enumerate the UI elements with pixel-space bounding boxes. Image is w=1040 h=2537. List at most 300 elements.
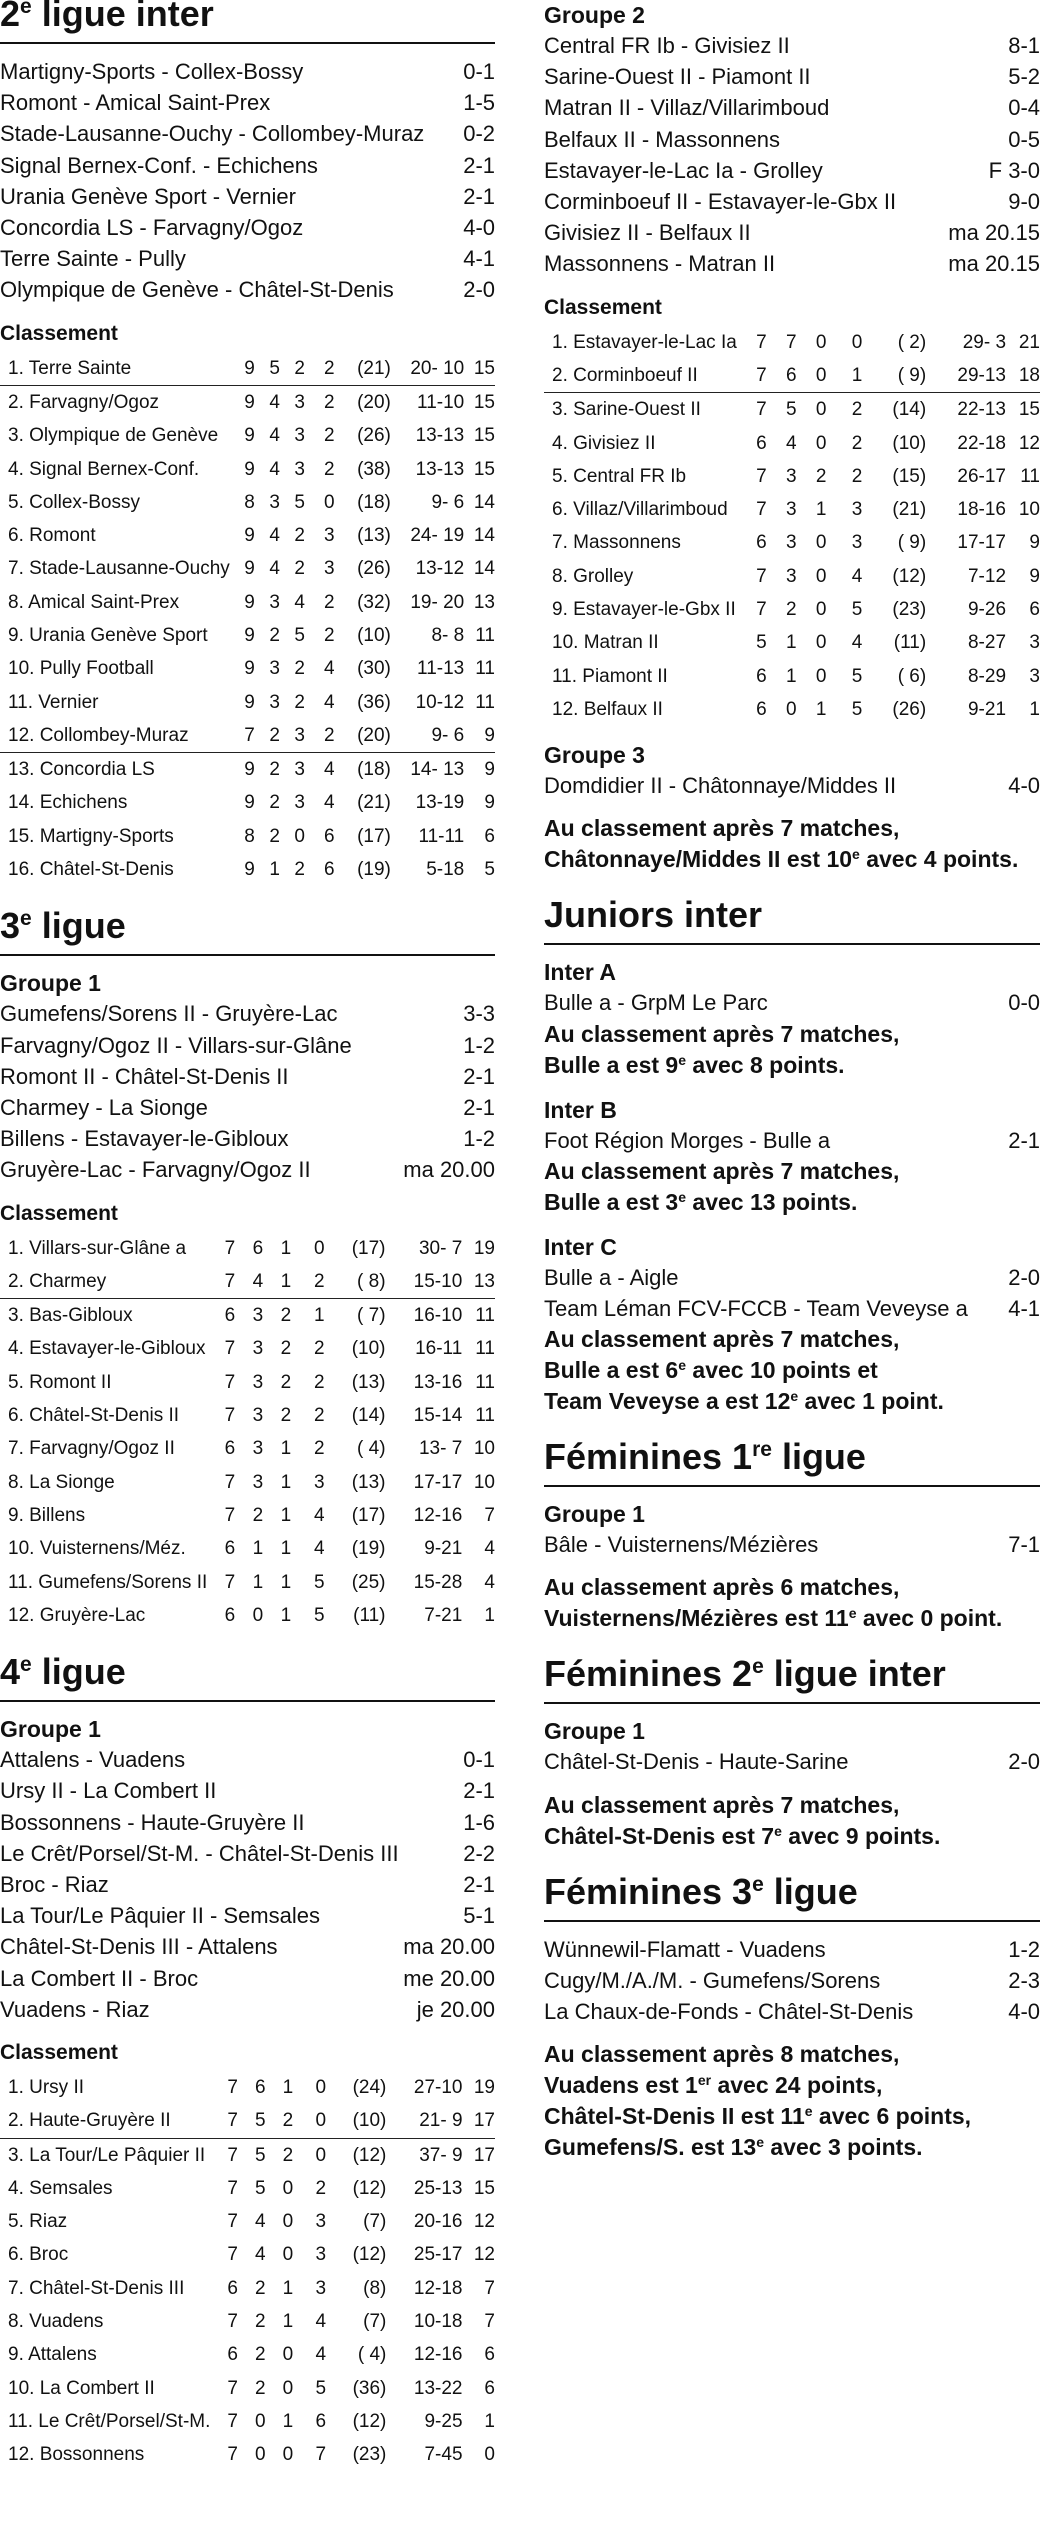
stat-cell: 2	[269, 825, 280, 847]
group-title: Inter A	[544, 959, 616, 986]
standings-row	[0, 719, 495, 753]
stat-cell: 0	[315, 2076, 327, 2098]
stat-cell: 6	[315, 2410, 327, 2432]
stat-cell: 7	[227, 2377, 238, 2399]
stat-cell: 4	[484, 1571, 495, 1593]
team-name: 5. Riaz	[8, 2211, 68, 2233]
match-line	[544, 1996, 1040, 2027]
team-name: 10. Pully Football	[8, 658, 154, 680]
stat-cell: (13)	[351, 1471, 386, 1493]
stat-cell: 5	[786, 399, 797, 421]
stat-cell: 1	[815, 698, 827, 720]
stat-cell: 9	[244, 558, 255, 580]
group-title: Groupe 1	[0, 1716, 101, 1743]
stat-cell: 4	[255, 2244, 266, 2266]
standing-note	[544, 1019, 1040, 1081]
match-teams: Domdidier II - Châtonnaye/Middes II	[544, 773, 897, 799]
section-title: 4e ligue	[0, 1650, 495, 1702]
stat-cell: ( 9)	[862, 359, 926, 393]
stat-cell: 5	[756, 632, 767, 654]
stat-cell: 6	[224, 1538, 236, 1560]
stat-cell: 9-25	[424, 2410, 463, 2432]
stat-cell: 6	[224, 1305, 236, 1327]
stat-cell: 12	[473, 2244, 495, 2266]
stat-cell: 2	[280, 352, 305, 386]
match-score: 4-0	[1008, 773, 1040, 799]
stat-cell: 8-27	[967, 632, 1007, 654]
match-score: 0-4	[1008, 95, 1040, 121]
stat-cell: 6	[227, 2277, 238, 2299]
ordinal-suffix: e	[678, 1188, 687, 1205]
stat-cell: (10)	[892, 432, 927, 454]
stat-cell: 19- 20	[410, 591, 465, 613]
stat-cell: 18-16	[957, 499, 1007, 521]
stat-cell: 9-21	[424, 1538, 463, 1560]
stat-cell: 5	[851, 599, 863, 620]
match-score: ma 20.15	[948, 220, 1040, 246]
match-line	[0, 1931, 495, 1962]
stat-cell: 2	[252, 1504, 264, 1526]
stat-cell: 11	[475, 1338, 495, 1360]
stat-cell: 7	[756, 599, 767, 620]
match-line	[0, 150, 495, 181]
team-name: 12. Gruyère-Lac	[8, 1604, 146, 1626]
stat-cell: 15-14	[413, 1405, 463, 1427]
team-name: 5. Central FR Ib	[552, 465, 687, 487]
classement-label: Classement	[544, 295, 662, 319]
standing-note	[544, 2039, 1040, 2163]
stat-cell: (23)	[892, 599, 927, 620]
match-score: 1-5	[463, 90, 495, 116]
stat-cell: 14	[473, 558, 495, 580]
match-teams: Gumefens/Sorens II - Gruyère-Lac	[0, 1001, 338, 1027]
ordinal-suffix: e	[848, 1605, 857, 1622]
stat-cell: 3	[294, 425, 305, 447]
match-teams: Foot Région Morges - Bulle a	[544, 1127, 831, 1153]
match-teams: Martigny-Sports - Collex-Bossy	[0, 59, 304, 84]
stat-cell: (17)	[357, 825, 391, 847]
match-line	[544, 1125, 1040, 1156]
stat-cell: 5	[314, 1604, 325, 1626]
standings-row	[544, 359, 1040, 393]
stat-cell: 3	[315, 2244, 327, 2266]
stat-cell: 11	[1020, 465, 1040, 487]
match-teams: Vuadens - Riaz	[0, 1996, 150, 2022]
stat-cell: 6	[767, 359, 797, 393]
standings-row	[0, 2172, 495, 2205]
stat-cell: 9-21	[967, 698, 1007, 720]
match-line	[0, 1061, 495, 1092]
stat-cell: 3	[252, 1338, 264, 1360]
match-teams: Châtel-St-Denis III - Attalens	[0, 1934, 278, 1960]
standings-row	[0, 552, 495, 585]
stat-cell: 11-13	[417, 658, 465, 680]
stat-cell: 0	[815, 665, 827, 687]
standings-table	[0, 2071, 495, 2472]
stat-cell: 5	[294, 491, 305, 513]
stat-cell: 17	[463, 2104, 495, 2138]
stat-cell: 0	[323, 491, 335, 513]
stat-cell: 13-16	[413, 1371, 463, 1393]
standings-row	[0, 2205, 495, 2238]
stat-cell: 1	[826, 359, 862, 393]
team-name: 9. Attalens	[8, 2344, 97, 2366]
match-score: je 20.00	[416, 1996, 495, 2022]
standings-table	[0, 352, 495, 887]
stat-cell: 10	[1018, 499, 1040, 521]
stat-cell: 4	[314, 1504, 325, 1526]
standings-row	[0, 586, 495, 619]
stat-cell: 3	[294, 391, 305, 413]
match-line	[0, 1994, 495, 2025]
match-score: 2-2	[463, 1840, 495, 1866]
stat-cell: 2	[294, 558, 305, 580]
match-teams: Bulle a - Aigle	[544, 1264, 679, 1290]
standings-row	[0, 820, 495, 853]
match-score: 8-1	[1008, 33, 1040, 58]
match-score: 2-1	[463, 1063, 495, 1089]
match-teams: Cugy/M./A./M. - Gumefens/Sorens	[544, 1967, 881, 1993]
stat-cell: (18)	[357, 491, 391, 513]
stat-cell: 3	[786, 499, 797, 521]
section-title: Féminines 2e ligue inter	[544, 1652, 1040, 1704]
standings-row	[0, 1566, 495, 1599]
stat-cell: 5	[255, 2177, 266, 2199]
match-teams: La Combert II - Broc	[0, 1965, 199, 1991]
stat-cell: (19)	[357, 859, 391, 881]
standings-table	[544, 326, 1040, 727]
title-superscript: e	[752, 1872, 764, 1896]
stat-cell: 9	[484, 792, 495, 814]
team-name: 13. Concordia LS	[8, 759, 155, 781]
stat-cell: 0	[815, 632, 827, 654]
standings-row	[0, 686, 495, 719]
stat-cell: 27-10	[413, 2076, 463, 2098]
standings-row	[0, 1466, 495, 1499]
group-title: Inter C	[544, 1233, 617, 1260]
stat-cell: 7	[756, 331, 767, 353]
stat-cell: 1	[280, 1471, 292, 1493]
stat-cell: 29- 3	[962, 331, 1007, 353]
stat-cell: 7	[227, 2244, 238, 2266]
stat-cell: (21)	[892, 499, 927, 521]
stat-cell: 0	[484, 2444, 495, 2466]
stat-cell: 3	[269, 591, 280, 613]
ordinal-suffix: e	[678, 1357, 687, 1374]
stat-cell: 6	[484, 2377, 495, 2399]
stat-cell: 2	[851, 465, 863, 487]
stat-cell: 9-26	[967, 599, 1007, 620]
stat-cell: 3	[294, 759, 305, 781]
stat-cell: 9	[1029, 565, 1040, 587]
note-line: Au classement après 7 matches,	[544, 1157, 900, 1184]
stat-cell: 9	[244, 759, 255, 781]
stat-cell: 2	[315, 2177, 327, 2199]
stat-cell: (11)	[353, 1604, 386, 1626]
stat-cell: 2	[305, 719, 335, 753]
standings-row	[0, 385, 495, 419]
stat-cell: (30)	[357, 658, 391, 680]
stat-cell: 2	[294, 859, 305, 881]
match-line	[0, 1807, 495, 1838]
stat-cell: 15	[473, 425, 495, 447]
stat-cell: 7	[230, 719, 255, 753]
stat-cell: 6	[756, 432, 767, 454]
standings-row	[0, 1299, 495, 1333]
stat-cell: 5	[314, 1571, 325, 1593]
stat-cell: 9- 6	[431, 491, 465, 513]
stat-cell: 7	[227, 2410, 238, 2432]
stat-cell: 1	[282, 2277, 294, 2299]
stat-cell: 20- 10	[391, 352, 464, 386]
stat-cell: 3	[315, 2211, 327, 2233]
stat-cell: 0	[252, 1604, 264, 1626]
stat-cell: 17-17	[413, 1471, 463, 1493]
note-line: Châtonnaye/Middes II est 10e avec 4 points.	[544, 846, 1019, 873]
note-line: Bulle a est 6e avec 10 points et	[544, 1357, 878, 1384]
stat-cell: 0	[314, 1237, 325, 1259]
team-name: 8. Grolley	[552, 565, 634, 587]
stat-cell: 19	[473, 2076, 495, 2098]
match-line	[544, 186, 1040, 217]
stat-cell: 15	[464, 352, 495, 386]
group-title: Groupe 1	[544, 1501, 645, 1528]
stat-cell: 0	[255, 2410, 266, 2432]
standings-row	[0, 352, 495, 386]
stat-cell: (8)	[363, 2277, 387, 2299]
ordinal-suffix: e	[852, 846, 860, 863]
standings-row	[544, 693, 1040, 726]
stat-cell: 0	[851, 331, 863, 353]
match-score: 2-1	[463, 1871, 495, 1897]
stat-cell: (23)	[352, 2444, 387, 2466]
stat-cell: (20)	[335, 719, 391, 753]
stat-cell: 12	[1018, 432, 1040, 454]
stat-cell: 7	[227, 2076, 238, 2098]
standings-row	[0, 1332, 495, 1365]
stat-cell: ( 9)	[897, 532, 927, 554]
stat-cell: 6	[756, 698, 767, 720]
match-score: ma 20.00	[403, 1934, 495, 1960]
match-score: 1-2	[1008, 1936, 1040, 1962]
stat-cell: 1	[314, 1305, 325, 1327]
stat-cell: ( 8)	[325, 1265, 386, 1299]
match-score: 5-2	[1008, 64, 1040, 90]
stat-cell: 4	[269, 525, 280, 547]
stat-cell: 4	[484, 1538, 495, 1560]
left-column	[0, 0, 495, 2472]
match-line	[0, 1775, 495, 1806]
team-name: 16. Châtel-St-Denis	[8, 859, 174, 881]
standings-table	[0, 1232, 495, 1633]
stat-cell: (36)	[357, 691, 391, 713]
stat-cell: (12)	[352, 2177, 387, 2199]
match-line	[544, 248, 1040, 279]
match-line	[0, 243, 495, 274]
team-name: 3. Bas-Gibloux	[8, 1305, 133, 1327]
stat-cell: 7	[224, 1405, 236, 1427]
stat-cell: 11	[475, 625, 495, 646]
stat-cell: 2	[323, 425, 335, 447]
note-line: Au classement après 7 matches,	[544, 1326, 900, 1353]
stat-cell: 4	[315, 2311, 327, 2333]
stat-cell: 4	[294, 591, 305, 613]
stat-cell: (17)	[351, 1237, 386, 1259]
match-score: 7-1	[1008, 1532, 1040, 1558]
stat-cell: 2	[269, 759, 280, 781]
stat-cell: 7-21	[424, 1604, 463, 1626]
stat-cell: 9	[244, 425, 255, 447]
stat-cell: (13)	[357, 525, 391, 547]
standings-row	[0, 1265, 495, 1299]
stat-cell: 2	[323, 391, 335, 413]
standings-row	[0, 753, 495, 787]
stat-cell: 2	[280, 1338, 292, 1360]
match-score: 0-1	[463, 59, 495, 84]
stat-cell: 25-17	[413, 2244, 463, 2266]
stat-cell: 9	[244, 591, 255, 613]
stat-cell: 9	[244, 525, 255, 547]
stat-cell: 17	[473, 2144, 495, 2166]
ordinal-suffix: e	[774, 1822, 782, 1839]
stat-cell: 13-22	[413, 2377, 463, 2399]
title-superscript: e	[20, 0, 32, 18]
standings-row	[0, 2071, 495, 2104]
stat-cell: 3	[280, 719, 305, 753]
stat-cell: (7)	[363, 2211, 387, 2233]
stat-cell: 6	[756, 532, 767, 554]
stat-cell: 14	[473, 525, 495, 547]
section-title: Juniors inter	[544, 893, 1040, 945]
stat-cell: (14)	[351, 1405, 386, 1427]
stat-cell: 11	[475, 1405, 495, 1427]
match-line	[0, 1154, 495, 1185]
stat-cell: 5	[238, 2104, 266, 2138]
match-teams: Le Crêt/Porsel/St-M. - Châtel-St-Denis III	[0, 1840, 399, 1866]
team-name: 4. Semsales	[8, 2177, 113, 2199]
stat-cell: 4	[269, 425, 280, 447]
stat-cell: 1	[786, 665, 797, 687]
note-line: Gumefens/S. est 13e avec 3 points.	[544, 2134, 923, 2161]
stat-cell: 2	[255, 2377, 266, 2399]
stat-cell: 24- 19	[410, 525, 465, 547]
team-name: 11. Le Crêt/Porsel/St-M.	[8, 2410, 211, 2432]
note-line: Au classement après 7 matches,	[544, 1791, 900, 1818]
stat-cell: (26)	[357, 558, 391, 580]
match-teams: Sarine-Ouest II - Piamont II	[544, 64, 811, 90]
stat-cell: (19)	[351, 1538, 386, 1560]
stat-cell: 9	[464, 719, 495, 753]
stat-cell: 13	[473, 591, 495, 613]
section-title: 3e ligue	[0, 904, 495, 956]
stat-cell: 6	[1029, 599, 1040, 620]
match-score: ma 20.00	[403, 1157, 495, 1183]
stat-cell: 2	[294, 658, 305, 680]
stat-cell: 5	[851, 698, 863, 720]
match-teams: Romont II - Châtel-St-Denis II	[0, 1063, 289, 1089]
match-teams: Bossonnens - Haute-Gruyère II	[0, 1809, 305, 1835]
standings-row	[544, 393, 1040, 427]
standing-note	[544, 1572, 1040, 1634]
match-score: F 3-0	[988, 157, 1040, 183]
stat-cell: 1	[269, 859, 280, 881]
team-name: 8. La Sionge	[8, 1471, 115, 1493]
stat-cell: 1	[484, 2410, 495, 2432]
stat-cell: 0	[282, 2377, 294, 2399]
stat-cell: 6	[484, 825, 495, 847]
stat-cell: (36)	[352, 2377, 387, 2399]
stat-cell: 3	[252, 1305, 264, 1327]
stat-cell: 11	[475, 1371, 495, 1393]
title-superscript: re	[752, 1438, 772, 1462]
match-score: 2-0	[463, 277, 495, 303]
match-score: me 20.00	[403, 1965, 495, 1991]
match-teams: Matran II - Villaz/Villarimboud	[544, 95, 830, 121]
match-score: 0-0	[1008, 990, 1040, 1016]
stat-cell: 7	[210, 2104, 238, 2138]
stat-cell: 7	[756, 565, 767, 587]
stat-cell: 3	[786, 532, 797, 554]
stat-cell: (25)	[351, 1571, 386, 1593]
stat-cell: 2	[786, 599, 797, 620]
stat-cell: 7	[227, 2144, 238, 2166]
stat-cell: 0	[282, 2244, 294, 2266]
stat-cell: 9- 6	[391, 719, 464, 753]
match-line	[0, 1030, 495, 1061]
stat-cell: (21)	[357, 792, 391, 814]
match-line	[544, 770, 1040, 801]
stat-cell: 9	[244, 458, 255, 480]
stat-cell: 4	[269, 391, 280, 413]
stat-cell: (38)	[357, 458, 391, 480]
stat-cell: 4	[269, 558, 280, 580]
match-line	[0, 56, 495, 87]
stat-cell: ( 2)	[897, 331, 927, 353]
note-line: Vuadens est 1er avec 24 points,	[544, 2072, 883, 2099]
stat-cell: 18	[1006, 359, 1040, 393]
stat-cell: 1	[280, 1504, 292, 1526]
stat-cell: 6	[224, 1438, 236, 1460]
stat-cell: 2	[282, 2144, 294, 2166]
match-line	[0, 1869, 495, 1900]
stat-cell: 11	[475, 1305, 495, 1327]
stat-cell: 2	[305, 352, 335, 386]
stat-cell: 7	[737, 359, 767, 393]
team-name: 3. Sarine-Ouest II	[552, 399, 701, 421]
team-name: 10. Vuisternens/Méz.	[8, 1538, 186, 1560]
stat-cell: 15	[473, 391, 495, 413]
standings-row	[544, 593, 1040, 626]
stat-cell: (18)	[357, 759, 391, 781]
stat-cell: 22-18	[957, 432, 1007, 454]
match-score: 4-0	[463, 215, 495, 241]
standings-row	[0, 1532, 495, 1565]
stat-cell: 2	[255, 2344, 266, 2366]
stat-cell: 2	[266, 2104, 294, 2138]
stat-cell: 2	[314, 1371, 325, 1393]
team-name: 7. Farvagny/Ogoz II	[8, 1438, 175, 1460]
standing-note	[544, 1324, 1040, 1417]
stat-cell: 2	[314, 1405, 325, 1427]
team-name: 6. Châtel-St-Denis II	[8, 1405, 180, 1427]
ordinal-suffix: e	[790, 1388, 799, 1405]
stat-cell: 2	[851, 432, 863, 454]
stat-cell: 4	[269, 458, 280, 480]
stat-cell: 16-11	[415, 1338, 463, 1360]
stat-cell: 1	[786, 632, 797, 654]
stat-cell: 2	[323, 591, 335, 613]
classement-label: Classement	[0, 321, 118, 345]
